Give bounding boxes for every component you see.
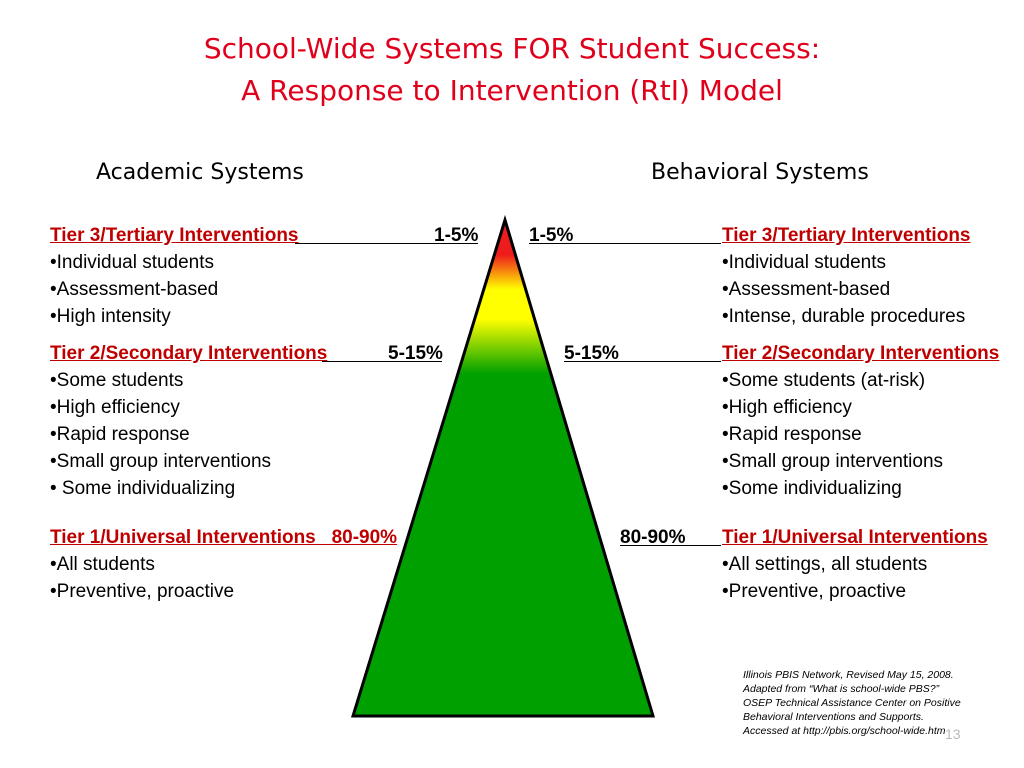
academic-systems-heading: Academic Systems xyxy=(96,160,304,185)
list-item: •High intensity xyxy=(50,306,171,327)
academic-tier3-title: Tier 3/Tertiary Interventions xyxy=(50,225,299,246)
list-item: •Small group interventions xyxy=(722,451,944,472)
academic-tier3 xyxy=(50,222,299,330)
title-line-1: School-Wide Systems FOR Student Success: xyxy=(203,32,821,65)
list-item: •High efficiency xyxy=(50,397,180,418)
list-item: •Assessment-based xyxy=(722,279,891,300)
list-item: •All settings, all students xyxy=(722,554,928,575)
behavioral-tier1 xyxy=(722,524,988,605)
citation-line: OSEP Technical Assistance Center on Positive xyxy=(743,697,961,709)
list-item: •Preventive, proactive xyxy=(50,581,235,602)
list-item: •Some individualizing xyxy=(722,478,902,499)
list-item: •Rapid response xyxy=(722,424,862,445)
pyramid-shape xyxy=(353,220,653,716)
list-item: •Individual students xyxy=(722,252,887,273)
academic-tier2-title: Tier 2/Secondary Interventions xyxy=(50,343,328,364)
academic-tier1-title: Tier 1/Universal Interventions 80-90% xyxy=(50,527,398,548)
academic-tier2-percent: 5-15% xyxy=(388,343,443,364)
slide-title xyxy=(0,28,1024,112)
page-number: 13 xyxy=(945,726,961,742)
list-item: •Assessment-based xyxy=(50,279,219,300)
citation-line: Behavioral Interventions and Supports. xyxy=(743,711,924,723)
behavioral-tier2 xyxy=(722,340,999,502)
behavioral-tier3-leader-line xyxy=(529,243,721,244)
list-item: •High efficiency xyxy=(722,397,852,418)
behavioral-tier2-title: Tier 2/Secondary Interventions xyxy=(722,343,1000,364)
academic-tier3-percent: 1-5% xyxy=(434,225,479,246)
behavioral-tier1-title: Tier 1/Universal Interventions xyxy=(722,527,988,548)
citation-line: Illinois PBIS Network, Revised May 15, 2008. xyxy=(743,669,954,681)
list-item: •Rapid response xyxy=(50,424,190,445)
behavioral-tier3-percent: 1-5% xyxy=(529,225,574,246)
list-item: • Some individualizing xyxy=(50,478,236,499)
behavioral-tier1-percent: 80-90% xyxy=(620,527,686,548)
behavioral-tier3 xyxy=(722,222,971,330)
behavioral-tier3-title: Tier 3/Tertiary Interventions xyxy=(722,225,971,246)
academic-tier1 xyxy=(50,524,397,605)
list-item: •Individual students xyxy=(50,252,215,273)
list-item: •Small group interventions xyxy=(50,451,272,472)
list-item: •Intense, durable procedures xyxy=(722,306,966,327)
behavioral-tier2-percent: 5-15% xyxy=(564,343,619,364)
citation xyxy=(743,668,1003,738)
list-item: •Some students (at-risk) xyxy=(722,370,926,391)
citation-line: Accessed at http://pbis.org/school-wide.htm xyxy=(743,725,946,737)
behavioral-tier1-leader-line xyxy=(620,545,721,546)
list-item: •Some students xyxy=(50,370,184,391)
list-item: •Preventive, proactive xyxy=(722,581,907,602)
citation-line: Adapted from “What is school-wide PBS?” xyxy=(743,683,940,695)
academic-tier2 xyxy=(50,340,327,502)
behavioral-tier2-leader-line xyxy=(564,361,721,362)
title-line-2: A Response to Intervention (RtI) Model xyxy=(241,74,783,107)
behavioral-systems-heading: Behavioral Systems xyxy=(651,160,869,185)
list-item: •All students xyxy=(50,554,155,575)
